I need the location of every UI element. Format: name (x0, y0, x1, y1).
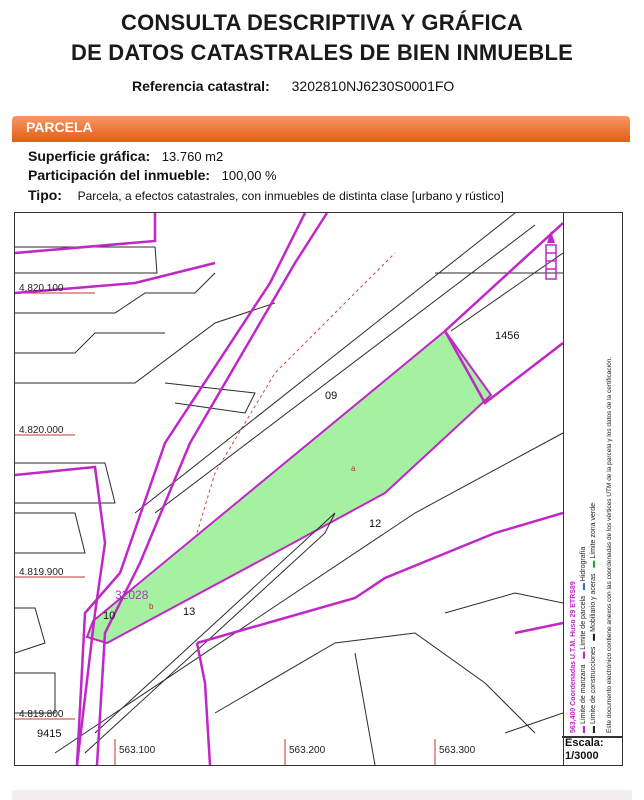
ref-label: Referencia catastral: (132, 78, 270, 94)
y-coord-2: 4.820.000 (19, 425, 64, 436)
document-title-line1: CONSULTA DESCRIPTIVA Y GRÁFICA (120, 10, 524, 35)
legend-item-manzana: Límite de manzana (580, 664, 587, 725)
cadastral-reference (132, 78, 454, 94)
superficie-row (28, 148, 223, 164)
parcel-label-10: 10 (103, 610, 116, 622)
tipo-row (28, 187, 504, 203)
y-coord-1: 4.820.100 (19, 283, 64, 294)
coords-note: 563,400 Coordenadas U.T.M. Huso 29 ETRS89 (570, 581, 577, 733)
parcel-label-13: 13 (183, 606, 196, 618)
parcel-label-09: 09 (325, 390, 338, 402)
legend-item-mobiliario: Mobiliario y aceras (590, 573, 597, 632)
legend-manzana-row: ▬ Límite de manzana ▬ Límite de parcela ▬ Hidrografía (580, 546, 587, 733)
x-coord-1: 563.100 (119, 745, 156, 756)
map-legend (562, 212, 623, 738)
document-title-line2: DE DATOS CATASTRALES DE BIEN INMUEBLE (70, 40, 573, 65)
x-coord-2: 563.200 (289, 745, 326, 756)
scale-value: 1/3000 (565, 750, 599, 762)
document-note: Este documento electrónico contiene anexos con las coordenadas de los vértices UTM de la parcela y los datos de la certificación. (606, 356, 613, 733)
superficie-label: Superficie gráfica: (28, 148, 151, 164)
y-coord-3: 4.819.900 (19, 567, 64, 578)
parcel-ref-label: 32028 (115, 588, 149, 602)
legend-item-hidrografia: Hidrografía (580, 546, 587, 582)
parcel-label-12: 12 (369, 518, 382, 530)
section-title: PARCELA (26, 119, 93, 135)
cadastral-map[interactable] (14, 212, 564, 766)
section-header-parcela (12, 116, 630, 140)
map-svg (15, 213, 563, 765)
bottom-strip (12, 790, 632, 800)
tipo-label: Tipo: (28, 187, 62, 203)
scale-label: Escala: (565, 737, 604, 749)
section-divider (12, 140, 630, 142)
legend-construcciones-row: ▬ Límite de construcciones ▬ Mobiliario y aceras ▬ Límite zona verde (590, 503, 597, 733)
participacion-row (28, 167, 277, 183)
participacion-label: Participación del inmueble: (28, 167, 211, 183)
subparcel-a: a (351, 464, 356, 473)
subparcel-b: b (149, 602, 154, 611)
x-coord-3: 563.300 (439, 745, 476, 756)
legend-item-construcciones: Límite de construcciones (590, 646, 597, 725)
parcel-label-1456: 1456 (495, 330, 520, 342)
superficie-value: 13.760 m2 (161, 149, 224, 164)
ref-value: 3202810NJ6230S0001FO (291, 78, 455, 94)
legend-item-zona-verde: Límite zona verde (590, 503, 597, 559)
scale-box (562, 736, 623, 766)
tipo-value: Parcela, a efectos catastrales, con inmuebles de distinta clase [urbano y rústico] (77, 189, 504, 203)
legend-item-parcela: Límite de parcela (580, 596, 587, 650)
y-coord-4: 4.819.800 (19, 709, 64, 720)
parcel-label-9415: 9415 (37, 728, 62, 740)
participacion-value: 100,00 % (221, 168, 277, 183)
